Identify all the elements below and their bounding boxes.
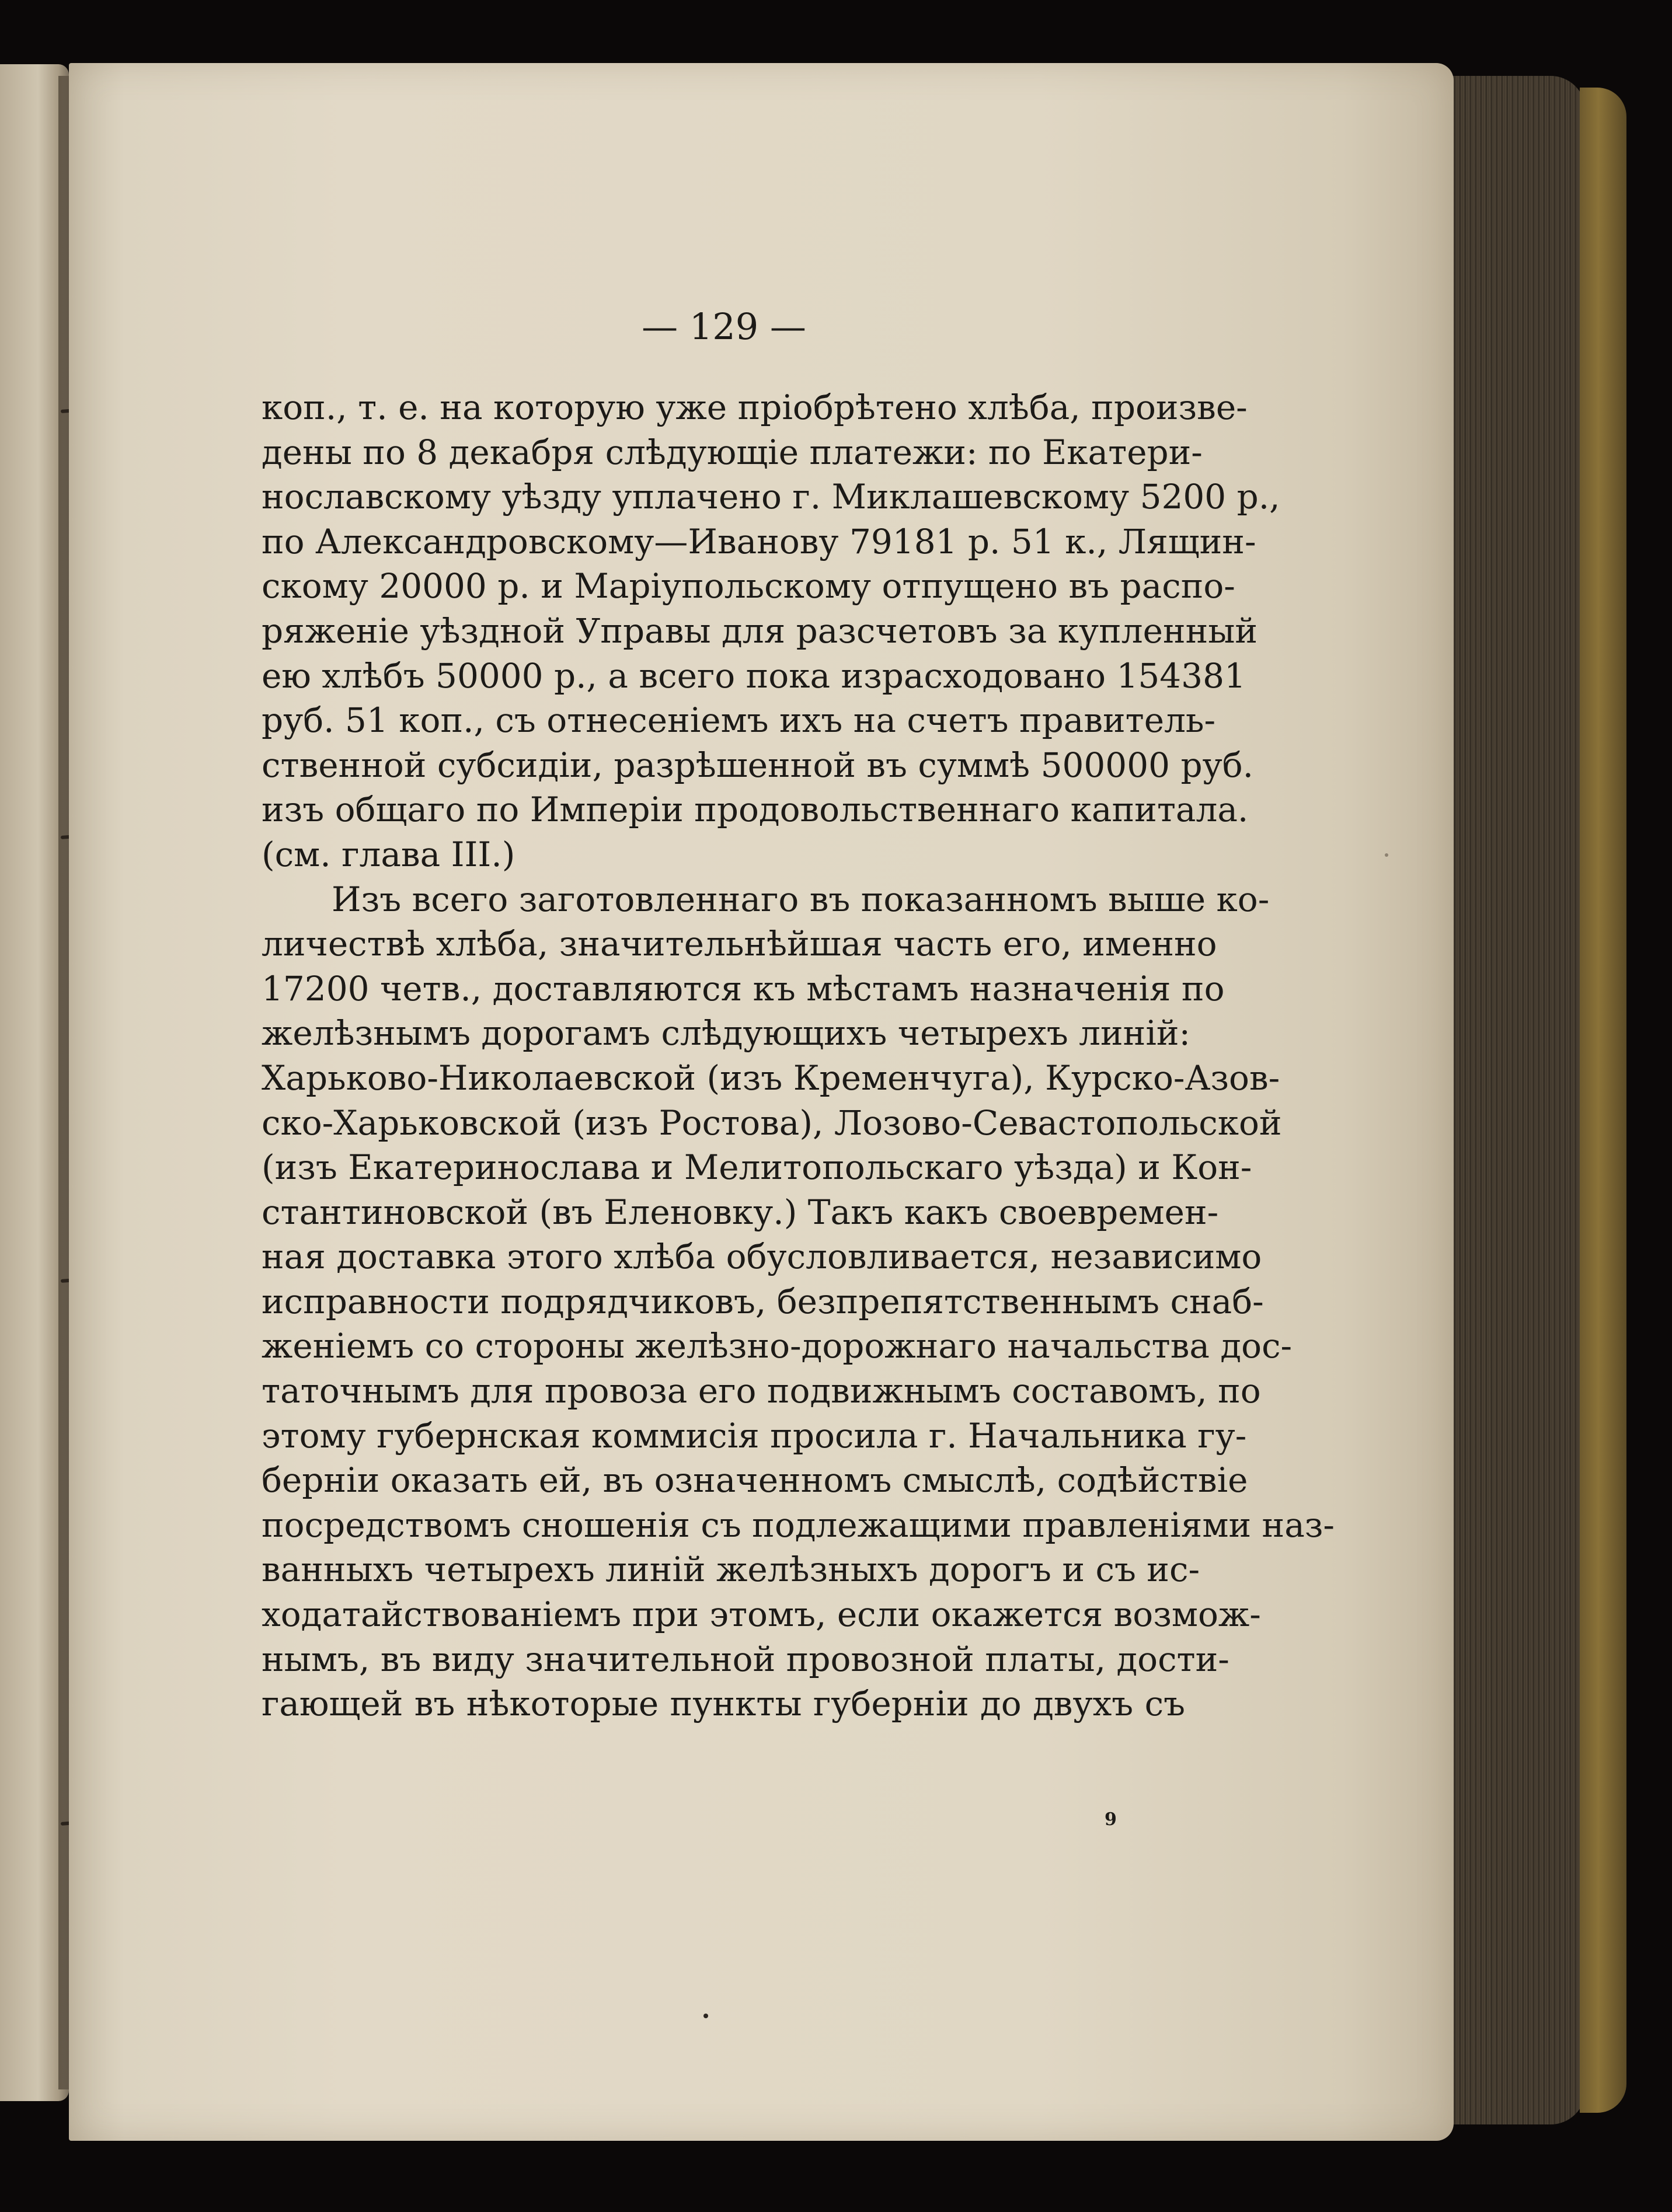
page-number: — 129 — [642, 305, 806, 348]
text-line: женіемъ со стороны желѣзно-дорожнаго начальства дос- [262, 1326, 1293, 1366]
text-line: таточнымъ для провоза его подвижнымъ составомъ, по [262, 1371, 1261, 1411]
signature-mark: 9 [1105, 1809, 1117, 1830]
text-line: ная доставка этого хлѣба обусловливается, независимо [262, 1237, 1262, 1277]
text-line: ею хлѣбъ 50000 р., а всего пока израсходовано 154381 [262, 655, 1246, 696]
text-line: исправности подрядчиковъ, безпрепятственнымъ снаб- [262, 1281, 1264, 1321]
paper-speck [703, 2014, 708, 2018]
page-block-edge [1451, 76, 1586, 2124]
text-line: нославскому уѣзду уплачено г. Миклашевскому 5200 р., [262, 477, 1280, 517]
text-line: стантиновской (въ Еленовку.) Такъ какъ своевремен- [262, 1192, 1219, 1232]
text-line: по Александровскому—Иванову 79181 р. 51 к., Лящин- [262, 521, 1256, 561]
text-line: нымъ, въ виду значительной провозной платы, дости- [262, 1639, 1229, 1679]
text-line: ряженіе уѣздной Управы для разсчетовъ за купленный [262, 610, 1258, 651]
text-line: изъ общаго по Имперіи продовольственнаго капитала. [262, 790, 1249, 830]
text-line: (изъ Екатеринослава и Мелитопольскаго уѣзда) и Кон- [262, 1147, 1252, 1188]
body-text [262, 385, 1335, 1726]
text-line: Харьково-Николаевской (изъ Кременчуга), Курско-Азов- [262, 1058, 1280, 1098]
text-line: скому 20000 р. и Маріупольскому отпущено въ распо- [262, 566, 1235, 606]
text-line: дены по 8 декабря слѣдующіе платежи: по Екатери- [262, 432, 1203, 472]
text-line: личествѣ хлѣба, значительнѣйшая часть его, именно [262, 924, 1217, 964]
text-line: (см. глава III.) [262, 834, 515, 874]
text-line: ственной субсидіи, разрѣшенной въ суммѣ 500000 руб. [262, 745, 1254, 785]
text-line: ванныхъ четырехъ линій желѣзныхъ дорогъ и съ ис- [262, 1550, 1200, 1590]
text-line: ско-Харьковской (изъ Ростова), Лозово-Севастопольской [262, 1102, 1282, 1143]
text-line: посредствомъ сношенія съ подлежащими правленіями наз- [262, 1505, 1335, 1545]
text-line: желѣзнымъ дорогамъ слѣдующихъ четырехъ линій: [262, 1013, 1191, 1053]
text-line: 17200 четв., доставляются къ мѣстамъ назначенія по [262, 968, 1225, 1009]
text-line: ходатайствованіемъ при этомъ, если окажется возмож- [262, 1595, 1261, 1635]
paper-speck [1385, 853, 1388, 857]
text-line: руб. 51 коп., съ отнесеніемъ ихъ на счетъ правитель- [262, 700, 1216, 741]
text-line: берніи оказать ей, въ означенномъ смыслѣ, содѣйствіе [262, 1460, 1248, 1501]
text-line: Изъ всего заготовленнаго въ показанномъ выше ко- [332, 879, 1270, 919]
text-line: коп., т. е. на которую уже пріобрѣтено хлѣба, произве- [262, 388, 1248, 427]
text-line: этому губернская коммисія просила г. Начальника гу- [262, 1415, 1247, 1456]
text-line: гающей въ нѣкоторые пункты губерніи до двухъ съ [262, 1684, 1185, 1724]
